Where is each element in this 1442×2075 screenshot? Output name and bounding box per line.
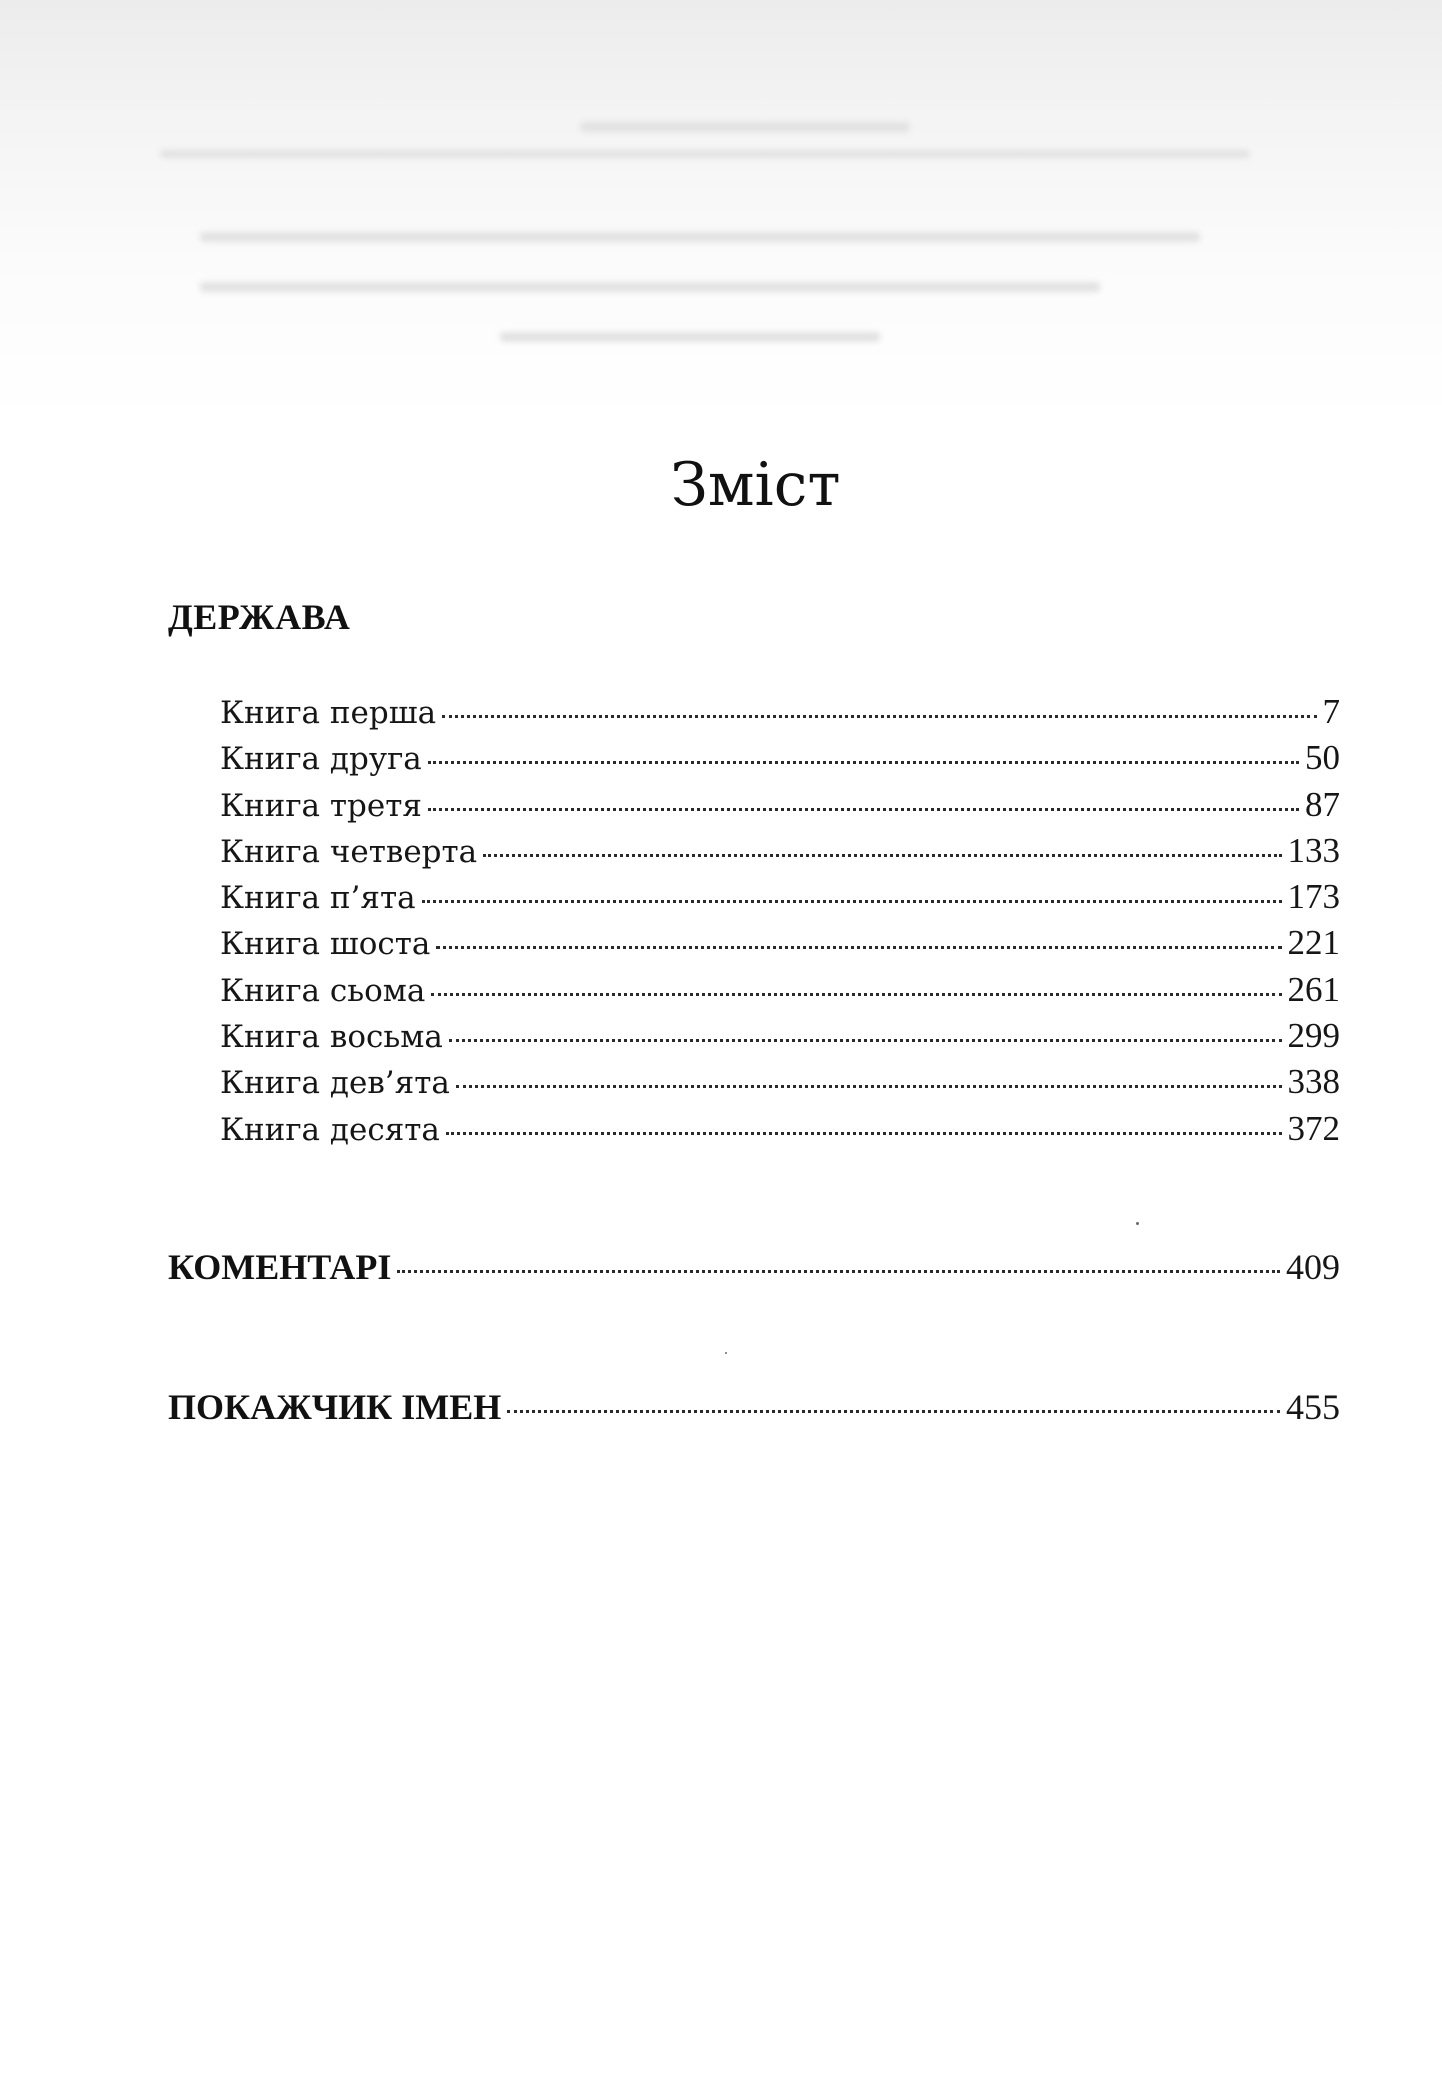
toc-entry-page: 221: [1287, 923, 1340, 963]
bleed-through-line: [580, 122, 910, 132]
dot-leader: [442, 715, 1316, 718]
toc-entry-label: Книга перша: [220, 695, 437, 731]
name-index-entry[interactable]: [168, 1386, 1340, 1428]
toc-entry-page: 261: [1287, 969, 1340, 1009]
toc-entry-label: Книга шоста: [220, 926, 431, 963]
dot-leader: [428, 761, 1299, 764]
dot-leader: [422, 900, 1282, 903]
toc-entry[interactable]: [220, 1062, 1340, 1108]
toc-entry[interactable]: [220, 692, 1340, 738]
toc-entry-label: Книга п’ята: [220, 880, 416, 917]
bleed-through-background: [0, 0, 1442, 420]
toc-entry-label: Книга друга: [220, 741, 422, 778]
bleed-through-line: [500, 332, 880, 342]
toc-entry-page: 173: [1287, 877, 1340, 917]
toc-entry-label: Книга третя: [220, 787, 422, 824]
toc-entry[interactable]: [220, 923, 1340, 969]
scan-speck: [725, 1352, 727, 1354]
toc-entry-label: Книга дев’ята: [220, 1065, 450, 1102]
dot-leader: [436, 946, 1281, 949]
commentary-page: 409: [1286, 1247, 1340, 1287]
toc-entry[interactable]: [220, 1109, 1340, 1155]
dot-leader: [507, 1410, 1280, 1413]
dot-leader: [428, 808, 1299, 811]
section-heading: ДЕРЖАВА: [168, 597, 351, 637]
toc-entry[interactable]: [220, 831, 1340, 877]
toc-entry-page: 299: [1287, 1016, 1340, 1056]
toc-entry-label: Книга восьма: [220, 1019, 443, 1056]
name-index-page: 455: [1286, 1387, 1340, 1427]
dot-leader: [456, 1085, 1282, 1088]
toc-entry-page: 87: [1305, 784, 1340, 824]
toc-entry[interactable]: [220, 877, 1340, 923]
bleed-through-line: [200, 282, 1100, 292]
toc-entry-page: 50: [1305, 738, 1340, 778]
dot-leader: [449, 1039, 1282, 1042]
bleed-through-line: [160, 150, 1250, 158]
bleed-through-line: [200, 232, 1200, 242]
toc-entry-page: 338: [1287, 1062, 1340, 1102]
dot-leader: [397, 1270, 1280, 1273]
toc-entry[interactable]: [220, 738, 1340, 784]
dot-leader: [431, 993, 1281, 996]
toc-entry-label: Книга четверта: [220, 833, 478, 870]
toc-entry-label: Книга десята: [220, 1111, 440, 1148]
scan-speck: [1136, 1222, 1139, 1225]
toc-entry[interactable]: [220, 1016, 1340, 1062]
name-index-label: ПОКАЖЧИК ІМЕН: [168, 1387, 502, 1427]
dot-leader: [446, 1132, 1282, 1135]
toc-entry-page: 7: [1322, 692, 1340, 731]
toc-entry[interactable]: [220, 785, 1340, 831]
toc-entry-label: Книга сьома: [220, 972, 426, 1009]
toc-entry-page: 133: [1287, 830, 1340, 870]
toc-entry[interactable]: [220, 970, 1340, 1016]
dot-leader: [483, 854, 1281, 857]
toc-list: [220, 692, 1340, 1155]
page-title: Зміст: [670, 450, 841, 520]
commentary-entry[interactable]: [168, 1246, 1340, 1288]
commentary-label: КОМЕНТАРІ: [168, 1247, 392, 1287]
toc-entry-page: 372: [1287, 1108, 1340, 1148]
